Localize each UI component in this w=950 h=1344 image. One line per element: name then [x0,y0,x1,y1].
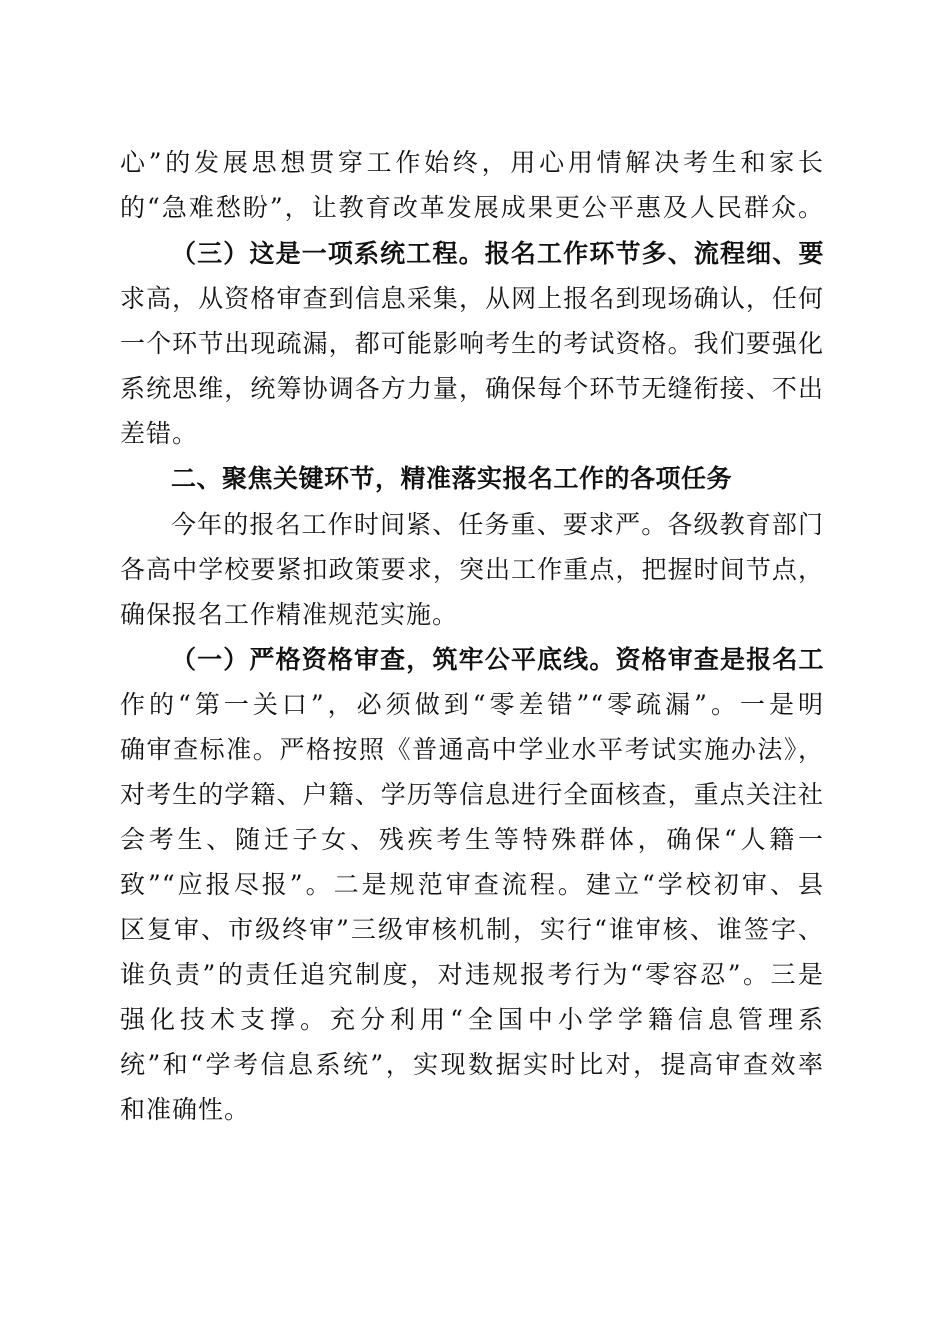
paragraph-line: 作的“第一关口”，必须做到“零差错”“零疏漏”。一是明 [120,690,824,719]
paragraph-line [171,239,824,269]
section-number: （三） [171,239,250,268]
paragraph-line: 差错。 [120,419,199,448]
paragraph-line: 确保报名工作精准规范实施。 [120,600,459,629]
paragraph-line: 的“急难愁盼”，让教育改革发展成果更公平惠及人民群众。 [120,193,824,222]
paragraph-line: 心”的发展思想贯穿工作始终，用心用情解决考生和家长 [120,148,824,177]
paragraph-line: 强化技术支撑。充分利用“全国中小学学籍信息管理系 [120,1005,824,1034]
paragraph-line: 会考生、随迁子女、残疾考生等特殊群体，确保“人籍一 [120,825,824,854]
paragraph-line: 统”和“学考信息系统”，实现数据实时比对，提高审查效率 [120,1050,824,1079]
paragraph-line: 和准确性。 [120,1095,251,1124]
paragraph-line: 致”“应报尽报”。二是规范审查流程。建立“学校初审、县 [120,870,824,899]
paragraph-line: 一个环节出现疏漏，都可能影响考生的考试资格。我们要强化 [120,329,824,358]
paragraph-line: 对考生的学籍、户籍、学历等信息进行全面核查，重点关注社 [120,780,824,809]
subsection-lead-cont: 筑牢公平底线。资格审查是报名工 [432,645,824,674]
paragraph-line: 区复审、市级终审”三级审核机制，实行“谁审核、谁签字、 [120,915,824,944]
paragraph-line: 各高中学校要紧扣政策要求，突出工作重点，把握时间节点， [120,555,824,584]
paragraph-line: 谁负责”的责任追究制度，对违规报考行为“零容忍”。三是 [120,960,824,989]
section-lead: 这是一项系统工程。报名工作环节多、流程细、要 [249,239,824,268]
paragraph-line: 系统思维，统筹协调各方力量，确保每个环节无缝衔接、不出 [120,374,824,403]
paragraph-line: 求高，从资格审查到信息采集，从网上报名到现场确认，任何 [120,284,824,313]
paragraph-line [171,645,824,675]
paragraph-line: 今年的报名工作时间紧、任务重、要求严。各级教育部门 [171,510,824,539]
subsection-lead: （一）严格资格审查， [171,645,433,674]
section-heading: 二、聚焦关键环节，精准落实报名工作的各项任务 [171,464,733,493]
paragraph-line: 确审查标准。严格按照《普通高中学业水平考试实施办法》， [120,735,824,764]
